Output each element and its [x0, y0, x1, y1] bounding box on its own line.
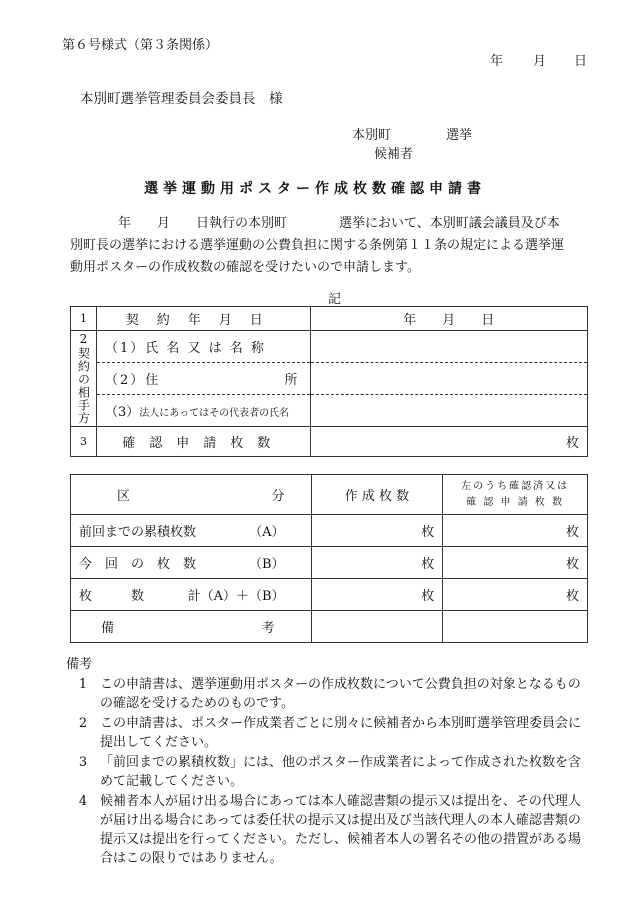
body-line-1: 年 月 日執行の本別町 選挙において、本別町議会議員及び本 — [118, 216, 560, 231]
counterparty-vertical-text: 2契約の相手方 — [76, 332, 91, 425]
head-kakunin-line2: 確 認 申 請 枚 数 — [466, 496, 565, 508]
row-current-confirmed[interactable] — [443, 547, 588, 579]
name-label — [96, 331, 310, 363]
row-previous-confirmed-unit: 枚 — [565, 525, 579, 540]
notes-section — [66, 656, 588, 868]
row-total-confirmed[interactable] — [443, 579, 588, 611]
document-title: 選挙運動用ポスター作成枚数確認申請書 — [144, 181, 486, 197]
representative-label — [96, 395, 310, 427]
row-biko-a: 備 — [101, 621, 115, 636]
note-item — [66, 792, 588, 868]
applicant-election: 選挙 — [446, 128, 473, 143]
form-number: 第６号様式（第３条関係） — [62, 38, 219, 53]
row-previous-made[interactable] — [311, 515, 443, 547]
contract-table — [70, 306, 588, 457]
request-count-field[interactable] — [310, 427, 587, 457]
address-label-b: 所 — [284, 373, 298, 388]
row3-label: 確認申請枚数 — [96, 427, 310, 457]
row-previous-label — [71, 515, 312, 547]
row-current-made[interactable] — [311, 547, 443, 579]
row3-number: 3 — [71, 427, 97, 457]
note-number: 1 — [78, 677, 88, 692]
date-year: 年 — [490, 54, 504, 69]
head-kubun-b: 分 — [271, 489, 285, 504]
name-field[interactable] — [310, 331, 587, 363]
row-total-made[interactable] — [311, 579, 443, 611]
head-sakusei: 作 成 枚 数 — [311, 475, 443, 515]
note-item — [66, 753, 588, 791]
note-number: 2 — [78, 716, 88, 731]
head-kubun — [71, 475, 312, 515]
row-previous-mark: （A） — [249, 525, 285, 540]
row-current-label — [71, 547, 312, 579]
row1-number: 1 — [71, 307, 97, 331]
note-text: 候補者本人が届け出る場合にあっては本人確認書類の提示又は提出を、その代理人が届け出る場合にあっては委任状の提示又は提出及び当該代理人の本人確認書類の提示又は提出を行ってください。ただし、候補者本人の署名その他の措置がある場合はこの限りではありません。 — [100, 794, 582, 866]
note-text: この申請書は、選挙運動用ポスターの作成枚数について公費負担の対象となるものの確認を受けるためのものです。 — [100, 677, 581, 711]
note-text: 「前回までの累積枚数」には、他のポスター作成業者によって作成された枚数を含めて記載してください。 — [100, 755, 582, 789]
address-label-a: （2）住 — [104, 373, 161, 388]
notes-heading: 備考 — [66, 657, 93, 672]
row1-label: 契約年月日 — [96, 307, 310, 331]
addressee: 本別町選挙管理委員会委員長 様 — [80, 91, 283, 107]
note-item — [66, 675, 588, 713]
body-line-3: 動用ポスターの作成枚数の確認を受けたいので申請します。 — [70, 260, 420, 275]
note-item — [66, 714, 588, 752]
note-number: 3 — [78, 755, 88, 770]
contract-date-field[interactable]: 年 月 日 — [310, 307, 587, 331]
row-total-mark: 計（A）＋（B） — [187, 589, 285, 604]
counterparty-group-label — [71, 331, 97, 427]
date-day: 日 — [574, 54, 588, 69]
row-total-text: 枚 数 — [79, 589, 145, 604]
date-month: 月 — [533, 54, 547, 69]
row-current-text: 今 回 の 枚 数 — [79, 557, 197, 572]
row-biko-made[interactable] — [311, 611, 443, 643]
count-table — [70, 474, 588, 643]
head-kakunin-line1: 左のうち確認済又は — [461, 480, 570, 492]
row-previous-text: 前回までの累積枚数 — [79, 525, 197, 540]
head-kubun-a: 区 — [117, 489, 131, 504]
representative-text: 法人にあってはその代表者の氏名 — [139, 408, 290, 419]
ki-label: 記 — [328, 292, 342, 307]
representative-prefix: （3） — [104, 405, 140, 420]
address-label — [96, 363, 310, 395]
row-current-mark: （B） — [248, 557, 285, 572]
applicant-town: 本別町 — [352, 128, 392, 143]
row-biko-label — [71, 611, 312, 643]
row-current-confirmed-unit: 枚 — [565, 557, 579, 572]
request-count-unit: 枚 — [565, 436, 579, 451]
row-biko-confirmed[interactable] — [443, 611, 588, 643]
row-current-made-unit: 枚 — [421, 557, 435, 572]
row-total-made-unit: 枚 — [421, 589, 435, 604]
row-previous-confirmed[interactable] — [443, 515, 588, 547]
name-label-text: （1）氏 名 又 は 名 称 — [104, 341, 266, 356]
representative-field[interactable] — [310, 395, 587, 427]
row-total-confirmed-unit: 枚 — [565, 589, 579, 604]
body-line-2: 別町長の選挙における選挙運動の公費負担に関する条例第１１条の規定による選挙運 — [70, 238, 565, 253]
applicant-candidate: 候補者 — [374, 147, 414, 162]
head-kakunin — [443, 475, 588, 515]
address-field[interactable] — [310, 363, 587, 395]
note-number: 4 — [78, 794, 88, 809]
row-biko-b: 考 — [261, 621, 275, 636]
row-total-label — [71, 579, 312, 611]
row-previous-made-unit: 枚 — [421, 525, 435, 540]
note-text: この申請書は、ポスター作成業者ごとに別々に候補者から本別町選挙管理委員会に提出してください。 — [100, 716, 582, 750]
